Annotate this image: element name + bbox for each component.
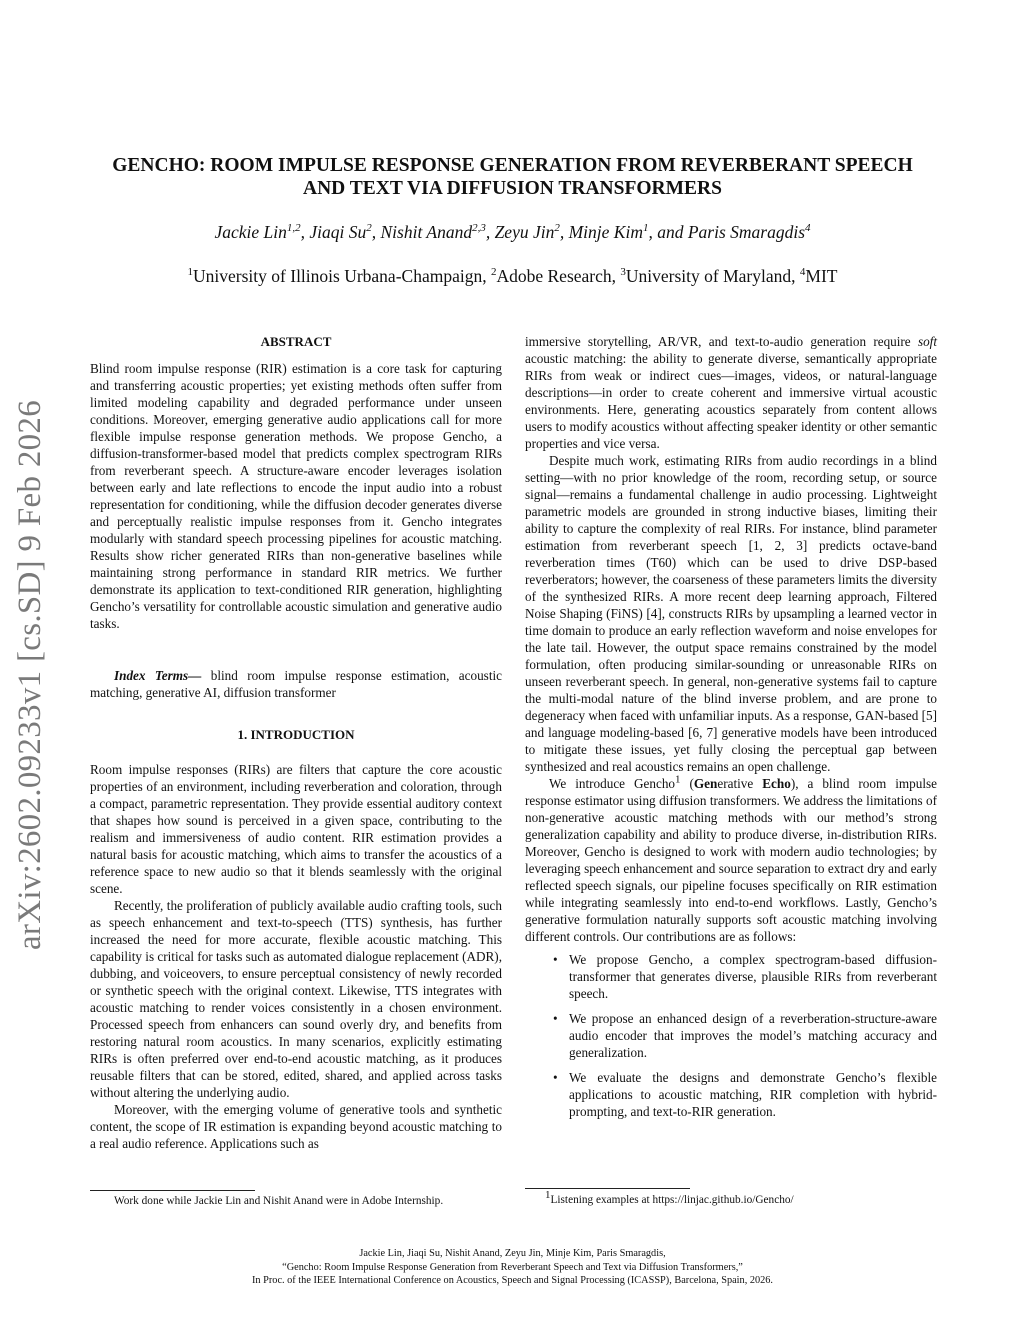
abstract-body [90, 360, 502, 632]
affiliation: $^3$University of Maryland, [620, 266, 800, 286]
intro-right-column [525, 333, 937, 1128]
abstract-heading: ABSTRACT [260, 334, 332, 349]
intro-paragraph: immersive storytelling, AR/VR, and text-to-audio generation require soft acoustic matching: the ability to generate diverse, semantically appropriate RIRs from weak or indirect cues—images, videos, or natural-language descriptions—in order to create coherent and immersive virtual acoustic environments. Here, generating acoustics separately from content allows users to modify acoustics without affecting speaker identity or other semantic properties and vice versa. [525, 334, 937, 451]
author: Jackie Lin$^{1,2}$, [214, 222, 310, 242]
intro-left-column [90, 761, 502, 1152]
intro-heading: 1. INTRODUCTION [237, 727, 355, 742]
index-terms [90, 667, 502, 701]
citation-line: “Gencho: Room Impulse Response Generation from Reverberant Speech and Text via Diffusion Transformers,” [282, 1261, 743, 1273]
abstract-text: Blind room impulse response (RIR) estimation is a core task for capturing and transferring acoustic properties; yet existing methods often suffer from limited modeling capability and degraded performance under unseen conditions. Moreover, emerging generative audio applications call for more flexible impulse response generation methods. We propose Gencho, a diffusion-transformer-based model that predicts complex spectrogram RIRs from reverberant speech. A structure-aware encoder leverages isolation between early and late reflections to encode the input audio into a robust representation for conditioning, while the diffusion decoder generates diverse and perceptually realistic impulse responses from it. Gencho integrates modularly with standard speech processing pipelines for acoustic matching. Results show richer generated RIRs than non-generative baselines while maintaining strong performance in standard RIR metrics. We further demonstrate its application to text-conditioned RIR generation, highlighting Gencho’s versatility for controllable acoustic simulation and generative audio tasks. [90, 361, 502, 631]
footnote-left: Work done while Jackie Lin and Nishit Anand were in Adobe Internship. [114, 1195, 444, 1207]
intro-paragraph: Moreover, with the emerging volume of generative tools and synthetic content, the scope of IR estimation is expanding beyond acoustic matching to a real audio reference. Applications such as [90, 1102, 502, 1151]
citation-block [90, 1247, 935, 1288]
contribution-item: • We evaluate the designs and demonstrate Gencho’s flexible applications to acoustic matching, RIR completion with hybrid-prompting, and text-to-RIR generation. [525, 1069, 937, 1120]
citation-line: In Proc. of the IEEE International Conference on Acoustics, Speech and Signal Processing (ICASSP), Barcelona, Spain, 2026. [251, 1275, 774, 1286]
index-terms-text: blind room impulse response estimation, acoustic matching, generative AI, diffusion transformer [90, 668, 502, 700]
author: Nishit Anand$^{2,3}$, [380, 222, 495, 242]
intro-paragraph: We introduce Gencho$^1$ (Generative Echo), a blind room impulse response estimator using diffusion transformers. We address the limitations of non-generative acoustic matching methods with our method’s strong generalization capability and ability to produce diverse, in-distribution RIRs. Moreover, Gencho is designed to work with modern audio technologies; by leveraging speech enhancement and source separation to extract dry and early reflected speech signals, our pipeline focuses specifically on RIR estimation while integrating seamlessly into end-to-end workflows. Lastly, Gencho’s generative formulation naturally supports soft acoustic matching involving different controls. Our contributions are as follows: [525, 773, 937, 944]
affiliation: $^4$MIT [799, 266, 838, 286]
author-list [90, 222, 935, 243]
arxiv-identifier-text: arXiv:2602.09233v1 [cs.SD] 9 Feb 2026 [12, 399, 48, 951]
footnote-rule [90, 1190, 255, 1191]
intro-paragraph: Despite much work, estimating RIRs from audio recordings in a blind setting—with no prior knowledge of the room, recording setup, or source signal—remains a fundamental challenge in audio processing. Lightweight parametric models are grounded in strong inductive biases, limiting their ability to capture the complexity of real RIRs. For instance, blind parameter estimation from reverberant speech [1, 2, 3] predicts octave-band reverberation times (T60) which can be used to drive DSP-based reverberators; however, the coarseness of these parameters limits the diversity of the synthesized RIRs. A more recent deep learning approach, Filtered Noise Shaping (FiNS) [4], constructs RIRs by upsampling a learned vector in time domain to produce an early reflection waveform and noise envelopes for the late tail. However, the output space remains constrained by the model formulation, often producing similar-sounding or unreasonable RIRs on unseen reverberant speech. In general, non-generative systems fail to capture the multi-modal nature of the blind inverse problem, and are prone to degeneracy when faced with unfamiliar inputs. As a response, GAN-based [5] and language modeling-based [6, 7] generative models have been introduced to mitigate these issues, yet fully closing the perceptual gap between synthesized and real acoustics remains an open challenge. [525, 453, 937, 774]
contribution-list [525, 951, 937, 1120]
citation-line: Jackie Lin, Jiaqi Su, Nishit Anand, Zeyu Jin, Minje Kim, Paris Smaragdis, [359, 1248, 666, 1259]
contribution-item: • We propose Gencho, a complex spectrogram-based diffusion-transformer that generates diverse, plausible RIRs from reverberant speech. [525, 951, 937, 1002]
author: Jiaqi Su$^2$, [309, 222, 381, 242]
index-terms-label: Index Terms— [114, 668, 202, 683]
paper-title: GENCHO: ROOM IMPULSE RESPONSE GENERATION FROM REVERBERANT SPEECH AND TEXT VIA DIFFUSION TRANSFORMERS [112, 155, 913, 199]
author: Minje Kim$^1$, and [568, 222, 688, 242]
author: Zeyu Jin$^2$, [494, 222, 569, 242]
affiliation-list [90, 266, 935, 287]
contribution-item: • We propose an enhanced design of a reverberation-structure-aware audio encoder that improves the model’s matching accuracy and generalization. [525, 1010, 937, 1061]
footnote-right: $^1$Listening examples at https://linjac.github.io/Gencho/ [545, 1189, 794, 1206]
intro-paragraph: Room impulse responses (RIRs) are filters that capture the core acoustic properties of an environment, including reverberation and coloration, through a compact, parametric representation. They provide essential auditory context that shapes how sound is perceived in a given space, contributing to the realism and immersiveness of audio content. RIR estimation provides a natural basis for acoustic matching, which aims to transfer the acoustics of a reference space to new audio so that it blends seamlessly with the original scene. [90, 762, 502, 896]
affiliation: $^1$University of Illinois Urbana-Champaign, [187, 266, 491, 286]
footnote-marker: 1 [675, 773, 681, 786]
intro-paragraph: Recently, the proliferation of publicly available audio crafting tools, such as speech enhancement and text-to-speech (TTS) synthesis, has further increased the need for more accurate, flexible acoustic matching. This capability is critical for tasks such as automated dialogue replacement (ADR), dubbing, and voiceovers, to ensure perceptual consistency of newly recorded or synthetic speech with the original context. Likewise, TTS integrates with acoustic matching to render voices consistently in a chosen environment. Processed speech from enhancers can sound overly dry, and benefits from restoring natural room acoustics. In many scenarios, explicitly estimating RIRs is often preferred over end-to-end acoustic matching, as it produces reusable filters that can be stored, edited, shared, and applied across tasks without altering the underlying audio. [90, 898, 502, 1100]
affiliation: $^2$Adobe Research, [490, 266, 621, 286]
arxiv-identifier [8, 380, 68, 970]
author: Paris Smaragdis$^4$ [687, 222, 811, 242]
